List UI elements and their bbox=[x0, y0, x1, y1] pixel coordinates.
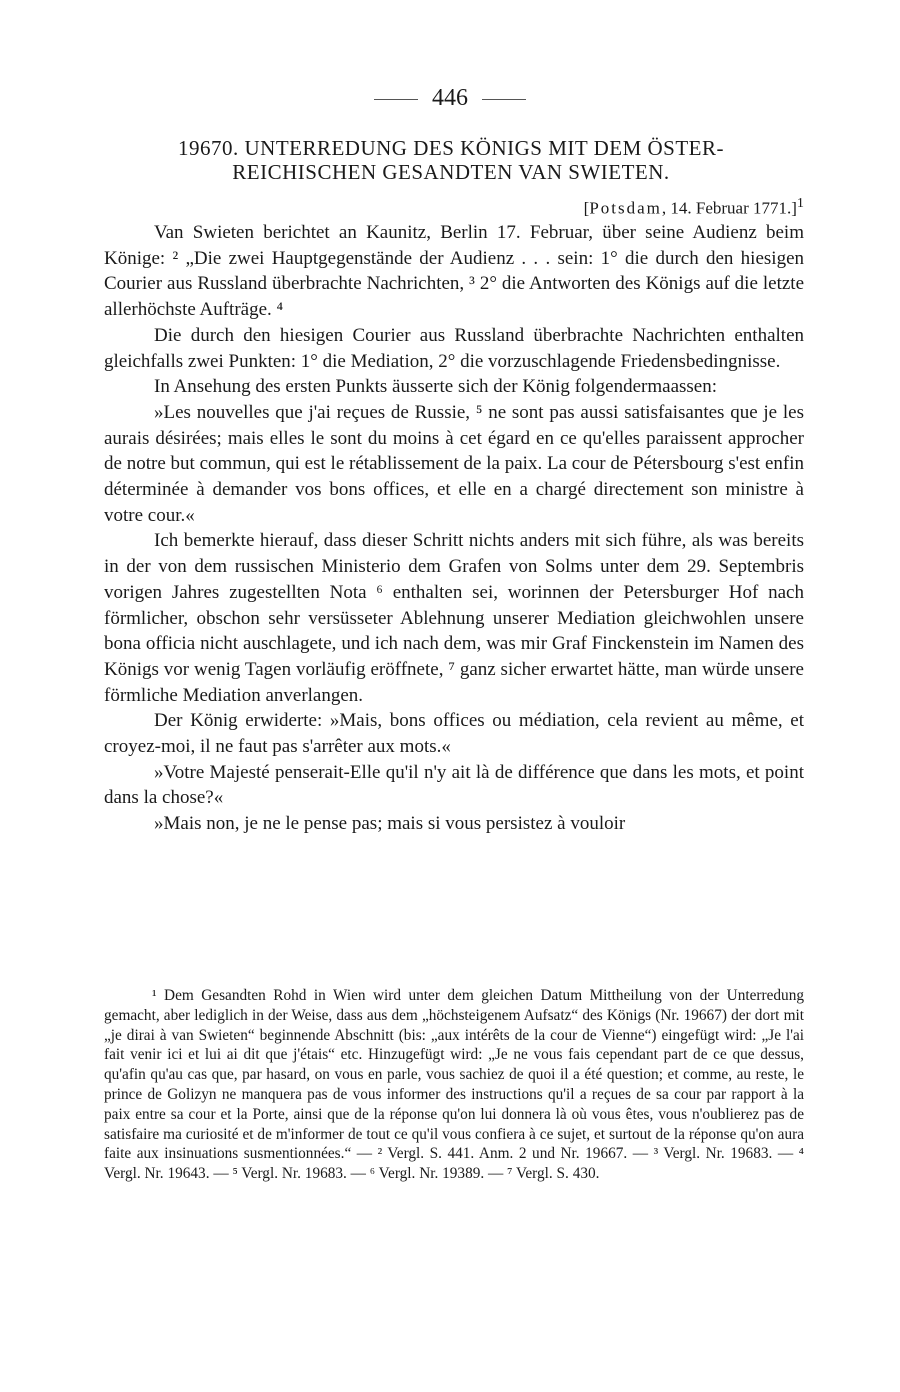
document-heading bbox=[100, 136, 802, 184]
paragraph: In Ansehung des ersten Punkts äusserte sich der König folgendermaassen: bbox=[154, 376, 718, 398]
heading-line-1: 19670. UNTERREDUNG DES KÖNIGS MIT DEM ÖSTER- bbox=[177, 136, 725, 160]
paragraph: Die durch den hiesigen Courier aus Russland überbrachte Nachrichten enthalten gleichfalls zwei Punkten: 1° die Mediation, 2° die vorzuschlagende Friedensbedingnisse. bbox=[104, 324, 804, 372]
page-number: 446 bbox=[432, 85, 468, 111]
paragraph: Van Swieten berichtet an Kaunitz, Berlin 17. Februar, über seine Audienz beim Könige: ² „Die zwei Hauptgegenstände der Audienz . . . sein: 1° die durch den hiesigen Courier aus Russland überbrachte Nachrichten, ³ 2° die Antworten des Königs auf die letzte allerhöchste Aufträge. ⁴ bbox=[104, 222, 804, 321]
body-text bbox=[104, 220, 804, 837]
paragraph: Der König erwiderte: »Mais, bons offices ou médiation, cela revient au même, et croyez-moi, il ne faut pas s'arrêter aux mots.« bbox=[104, 710, 804, 758]
dateline-open: [ bbox=[583, 198, 590, 218]
left-rule bbox=[374, 99, 418, 100]
dateline-footnote-ref: 1 bbox=[796, 195, 804, 211]
paragraph: »Les nouvelles que j'ai reçues de Russie, ⁵ ne sont pas aussi satisfaisantes que je les aurais désirées; mais elles le sont du moins à cet égard en ce qu'elles paraissent approcher de notre but commun, qui est le rétablissement de la paix. La cour de Pétersbourg s'est enfin déterminée à demander vos bons offices, et elle en a chargé directement son ministre à votre cour.« bbox=[104, 401, 804, 526]
dateline-date: , 14. Februar 1771.] bbox=[661, 198, 797, 218]
paragraph: »Mais non, je ne le pense pas; mais si vous persistez à vouloir bbox=[154, 813, 626, 835]
paragraph: Ich bemerkte hierauf, dass dieser Schritt nichts anders mit sich führe, als was bereits in der von dem russischen Ministerio dem Grafen von Solms unter dem 29. Septembris vorigen Jahres zugestellten Nota ⁶ enthalten sei, worinnen der Petersburger Hof nach förmlicher, obschon sehr versüsseter Ablehnung unserer Mediation gleichwohlen unsere bona officia nicht auschlagete, und ich nach dem, was mir Graf Finckenstein im Namen des Königs vor wenig Tagen vorläufig eröffnete, ⁷ ganz sicher erwartet hätte, man würde unsere förmliche Mediation anverlangen. bbox=[104, 530, 804, 706]
paragraph: »Votre Majesté penserait-Elle qu'il n'y ait là de différence que dans les mots, et point dans la chose?« bbox=[104, 761, 804, 809]
footnotes bbox=[104, 986, 804, 1184]
heading-line-2: REICHISCHEN GESANDTEN VAN SWIETEN. bbox=[232, 160, 670, 184]
dateline-place: Potsdam bbox=[589, 198, 662, 218]
dateline bbox=[584, 192, 804, 220]
page-number-line bbox=[0, 84, 900, 112]
footnote-text: ¹ Dem Gesandten Rohd in Wien wird unter dem gleichen Datum Mittheilung von der Unterredung gemacht, aber lediglich in der Weise, dass aus dem „höchsteigenem Aufsatz“ des Königs (Nr. 19667) der dort mit „je dirai à van Swieten“ beginnende Abschnitt (bis: „aux intérêts de la cour de Vienne“) eingefügt wird: „Je l'ai fait venir ici et lui ai dit que j'étais“ etc. Hinzugefügt wird: „Je ne vous fais cependant part de ce que dessus, qu'afin qu'au cas que, par hasard, on vous en parle, vous sachiez de quoi il a été question; et comme, au reste, le prince de Golizyn ne manquera pas de vous informer des instructions qu'il a reçues de sa cour par rapport à la paix entre sa cour et la Porte, ainsi que de la réponse qu'on lui donnera là où vous êtes, vous n'oublierez pas de satisfaire ma curiosité et de m'informer de tout ce qu'il vous confiera à ce sujet, et surtout de la réponse qu'on aura faite aux insinuations susmentionnées.“ — ² Vergl. S. 441. Anm. 2 und Nr. 19667. — ³ Vergl. Nr. 19683. — ⁴ Vergl. Nr. 19643. — ⁵ Vergl. Nr. 19683. — ⁶ Vergl. Nr. 19389. — ⁷ Vergl. S. 430. bbox=[104, 987, 804, 1183]
right-rule bbox=[482, 99, 526, 100]
